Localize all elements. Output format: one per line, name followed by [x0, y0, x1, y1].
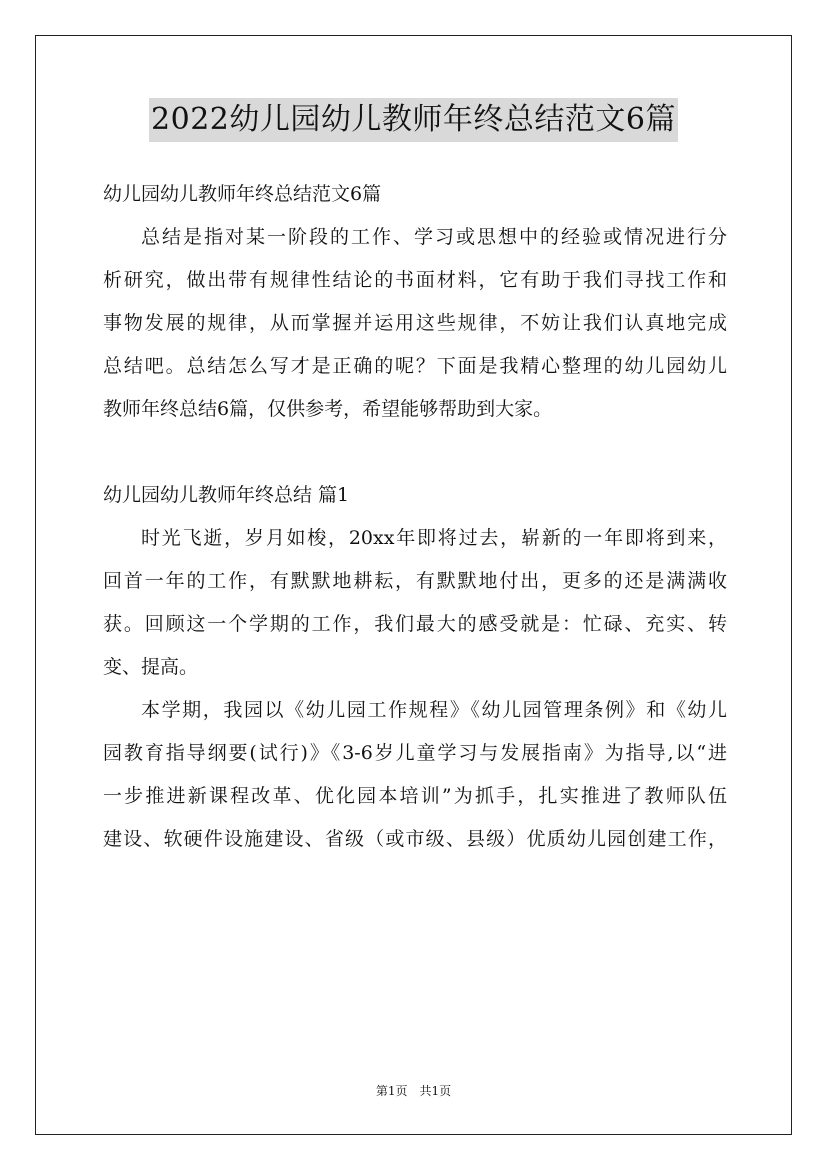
page-footer: 第1页 共1页: [375, 1084, 452, 1098]
document-body: [103, 173, 727, 861]
paragraph-gap: [103, 431, 727, 474]
intro-line: 事物发展的规律，从而掌握并运用这些规律，不妨让我们认真地完成: [103, 312, 727, 334]
paragraph-line: 本学期，我园以《幼儿园工作规程》《幼儿园管理条例》和《幼儿: [141, 699, 727, 721]
paragraph-line: 获。回顾这一个学期的工作，我们最大的感受就是：忙碌、充实、转: [103, 613, 727, 635]
intro-line: 总结吧。总结怎么写才是正确的呢？下面是我精心整理的幼儿园幼儿: [103, 355, 727, 377]
paragraph-line: 建设、软硬件设施建设、省级（或市级、县级）优质幼儿园创建工作，: [103, 828, 727, 850]
paragraph-line: 时光飞逝，岁月如梭，20xx年即将过去，崭新的一年即将到来，: [141, 527, 727, 549]
paragraph-line: 变、提高。: [103, 656, 199, 678]
intro-line: 总结是指对某一阶段的工作、学习或思想中的经验或情况进行分: [141, 226, 727, 248]
paragraph-line: 一步推进新课程改革、优化园本培训”为抓手，扎实推进了教师队伍: [103, 785, 727, 807]
title-container: [0, 98, 827, 142]
document-subtitle: 幼儿园幼儿教师年终总结范文6篇: [103, 183, 382, 205]
paragraph-line: 园教育指导纲要(试行)》《3-6岁儿童学习与发展指南》为指导,以“进: [103, 742, 727, 764]
intro-line: 析研究，做出带有规律性结论的书面材料，它有助于我们寻找工作和: [103, 269, 727, 291]
paragraph-line: 回首一年的工作，有默默地耕耘，有默默地付出，更多的还是满满收: [103, 570, 727, 592]
document-title: 2022幼儿园幼儿教师年终总结范文6篇: [149, 98, 678, 142]
section-heading: 幼儿园幼儿教师年终总结 篇1: [103, 484, 350, 506]
intro-line: 教师年终总结6篇，仅供参考，希望能够帮助到大家。: [103, 398, 553, 420]
